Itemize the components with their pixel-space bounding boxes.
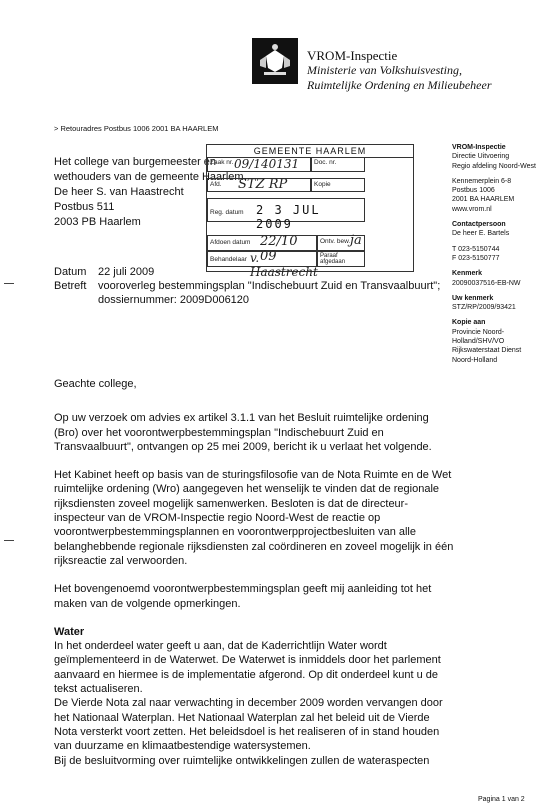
datum-value: 22 juli 2009 xyxy=(98,266,155,278)
dossier-number: dossiernummer: 2009D006120 xyxy=(98,294,250,306)
fold-mark xyxy=(4,540,14,541)
side-line: Provincie Noord- xyxy=(452,328,505,336)
addressee-line: 2003 PB Haarlem xyxy=(54,216,141,228)
addressee-line: De heer S. van Haastrecht xyxy=(54,186,184,198)
sender-details xyxy=(452,143,556,365)
addressee-line: wethouders van de gemeente Haarlem xyxy=(54,171,244,183)
stamp-ontv-cell xyxy=(317,235,365,251)
side-uw-kenmerk: STZ/RP/2009/93421 xyxy=(452,304,516,312)
betreft-label: Betreft xyxy=(54,280,87,292)
side-line: Kennemerplein 6-8 xyxy=(452,177,512,185)
stamp-reg-cell xyxy=(207,198,365,231)
side-heading-org: VROM-Inspectie xyxy=(452,144,506,151)
side-fax: F 023-5150777 xyxy=(452,254,500,262)
org-ministry-line1: Ministerie van Volkshuisvesting, xyxy=(307,63,462,77)
rijkswapen-logo xyxy=(252,38,298,84)
side-heading-contact: Contactpersoon xyxy=(452,221,506,229)
side-heading-kenmerk: Kenmerk xyxy=(452,270,482,278)
body-paragraph: Op uw verzoek om advies ex artikel 3.1.1 van het Besluit ruimtelijke ordening (Bro) over het voorontwerpbestemmingsplan "Indischebuurt Zuid en Transvaalbuurt", ontvangen op 25 mei 2009, bericht ik u verlaat het volgende. xyxy=(54,412,432,453)
section-heading-water: Water xyxy=(54,625,85,638)
stamp-paraaf-label: Paraaf afgedaan xyxy=(320,253,346,265)
stamp-afdoen-label: Afdoen datum xyxy=(210,239,251,246)
letter-body xyxy=(54,377,454,768)
registration-stamp xyxy=(206,144,414,279)
betreft-value: vooroverleg bestemmingsplan "Indischebuurt Zuid en Transvaalbuurt"; xyxy=(98,280,441,292)
stamp-behandelaar-value: v. Haastrecht xyxy=(250,251,318,279)
body-paragraph: Het Kabinet heeft op basis van de sturingsfilosofie van de Nota Ruimte en de Wet ruimtelijke ordening (Wro) aangegeven het wenselijk te vinden dat de regionale rijksdiensten zoveel mogelijk samenwerken. Besloten is dat de directeur-inspecteur van de VROM-Inspectie regio Noord-West de reactie op voorontwerpbestemmingsplannen en voorontwerpprojectbesluiten van alle belanghebbende regionale rijksdiensten zal coördineren en zoveel mogelijk in één rijksreactie zal verwoorden. xyxy=(54,469,454,567)
body-paragraph: In het onderdeel water geeft u aan, dat de Kaderrichtlijn Water wordt geïmplementeerd in de Waterwet. De Waterwet is inmiddels door het parlement aanvaard en hiermee is de implementatie afgerond. Op dit onderdeel kunt u de tekst actualiseren. xyxy=(54,640,441,696)
side-line: Regio afdeling Noord-West xyxy=(452,162,536,170)
stamp-ontv-label: Ontv. bew. xyxy=(320,238,351,245)
side-heading-kopie: Kopie aan xyxy=(452,319,486,327)
org-ministry-line2: Ruimtelijke Ordening en Milieubeheer xyxy=(307,78,492,92)
stamp-kopie-label: Kopie xyxy=(314,181,331,188)
stamp-zaak-label: Zaak nr. xyxy=(210,159,234,166)
body-paragraph: Het bovengenoemd voorontwerpbestemmingsplan geeft mij aanleiding tot het maken van de volgende opmerkingen. xyxy=(54,583,432,610)
stamp-doc-cell xyxy=(311,157,365,172)
datum-label: Datum xyxy=(54,266,87,278)
fold-mark xyxy=(4,283,14,284)
stamp-zaak-cell xyxy=(207,157,311,172)
side-phone: T 023-5150744 xyxy=(452,245,500,253)
body-paragraph: Bij de besluitvorming over ruimtelijke ontwikkelingen zullen de wateraspecten xyxy=(54,754,430,767)
side-line: 2001 BA HAARLEM xyxy=(452,196,515,204)
side-line: Directie Uitvoering xyxy=(452,153,510,161)
page-number: Pagina 1 van 2 xyxy=(478,796,525,803)
side-line: Rijkswaterstaat Dienst xyxy=(452,347,522,355)
organisation-name xyxy=(307,48,492,93)
stamp-kopie-cell xyxy=(311,178,365,192)
stamp-behandelaar-label: Behandelaar xyxy=(210,256,247,263)
addressee-line: Postbus 511 xyxy=(54,201,115,213)
org-title: VROM-Inspectie xyxy=(307,48,398,63)
side-contact-name: De heer E. Bartels xyxy=(452,230,510,238)
stamp-zaak-value: 09/140131 xyxy=(234,157,300,171)
salutation: Geachte college, xyxy=(54,378,137,390)
side-heading-uw-kenmerk: Uw kenmerk xyxy=(452,294,494,302)
addressee-line: Het college van burgemeester en xyxy=(54,156,217,168)
website-link[interactable]: www.vrom.nl xyxy=(452,205,492,213)
side-line: Noord-Holland xyxy=(452,356,498,364)
stamp-afd-label: Afd. xyxy=(210,181,222,188)
stamp-header: GEMEENTE HAARLEM xyxy=(207,145,413,158)
stamp-afd-value: STZ RP xyxy=(238,177,288,192)
stamp-reg-label: Reg. datum xyxy=(210,209,244,216)
side-line: Postbus 1006 xyxy=(452,187,495,195)
letter-meta xyxy=(54,265,440,307)
stamp-doc-label: Doc. nr. xyxy=(314,159,337,166)
stamp-ontv-value: ja xyxy=(350,233,362,248)
side-line: Holland/SHV/VO xyxy=(452,338,505,346)
stamp-reg-value: 2 3 JUL 2009 xyxy=(256,203,321,231)
stamp-afdoen-value: 22/10 09 xyxy=(260,234,298,264)
body-paragraph: De Vierde Nota zal naar verwachting in december 2009 worden vervangen door het Nationaal Waterplan. Het Nationaal Waterplan zal het beleid uit de Vierde Nota versterkt voort zetten. Het beleidsdoel is het realiseren of in stand houden van duurzame en klimaatbestendige watersystemen. xyxy=(54,697,443,753)
return-address: > Retouradres Postbus 1006 2001 BA HAARLEM xyxy=(54,124,219,133)
side-kenmerk: 20090037516-EB-NW xyxy=(452,279,521,287)
stamp-afd-cell xyxy=(207,178,311,192)
